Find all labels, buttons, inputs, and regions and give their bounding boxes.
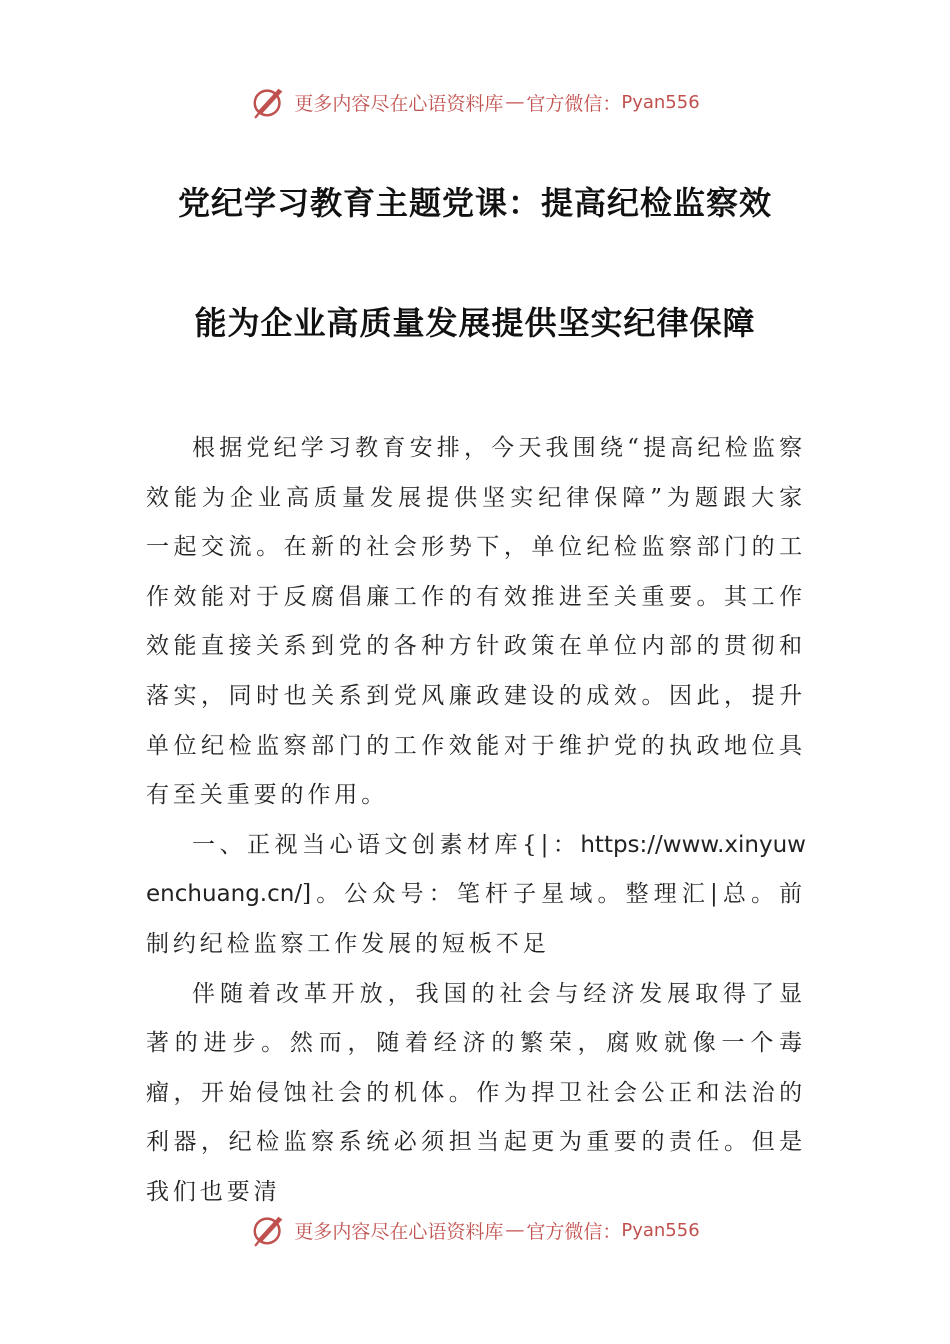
quill-pen-logo-icon xyxy=(250,83,288,121)
watermark-site-name: 更多内容尽在心语资料库 xyxy=(294,1220,504,1243)
watermark-site-name: 更多内容尽在心语资料库 xyxy=(294,92,504,115)
document-title-line-1: 党纪学习教育主题党课：提高纪检监察效 xyxy=(177,184,772,222)
paragraph-body-1: 伴随着改革开放，我国的社会与经济发展取得了显著的进步。然而，随着经济的繁荣，腐败就像一个毒瘤，开始侵蚀社会的机体。作为捍卫社会公正和法治的利器，纪检监察系统必须担当起更为重要的责任。但是我们也要清 xyxy=(146,980,806,1205)
footer-watermark xyxy=(0,1210,950,1250)
paragraph-heading-1 xyxy=(146,821,806,970)
header-watermark xyxy=(0,82,950,122)
quill-pen-logo-icon xyxy=(250,1211,288,1249)
watermark-text xyxy=(294,89,699,116)
heading-1-url: https://www.xinyuwenchuang.cn/ xyxy=(146,831,806,908)
document-body xyxy=(146,424,806,1218)
watermark-contact-id: Pyan556 xyxy=(621,1219,700,1241)
watermark-separator: — xyxy=(505,91,525,113)
heading-1-part-1: 一、正视当心语文创素材库{|： xyxy=(192,831,581,858)
heading-1-part-2: ]。公众号：笔杆子星域。整理汇|总。前制约纪检监察工作发展的短板不足 xyxy=(146,881,806,957)
watermark-text xyxy=(294,1217,699,1244)
watermark-contact-label: 官方微信： xyxy=(526,1220,622,1243)
watermark-separator: — xyxy=(505,1219,525,1241)
watermark-contact-id: Pyan556 xyxy=(621,91,700,113)
paragraph-intro: 根据党纪学习教育安排，今天我围绕“提高纪检监察效能为企业高质量发展提供坚实纪律保障”为题跟大家一起交流。在新的社会形势下，单位纪检监察部门的工作效能对于反腐倡廉工作的有效推进至关重要。其工作效能直接关系到党的各种方针政策在单位内部的贯彻和落实，同时也关系到党风廉政建设的成效。因此，提升单位纪检监察部门的工作效能对于维护党的执政地位具有至关重要的作用。 xyxy=(146,435,806,809)
watermark-contact-label: 官方微信： xyxy=(526,92,622,115)
document-title-line-2: 能为企业高质量发展提供坚实纪律保障 xyxy=(194,304,756,342)
